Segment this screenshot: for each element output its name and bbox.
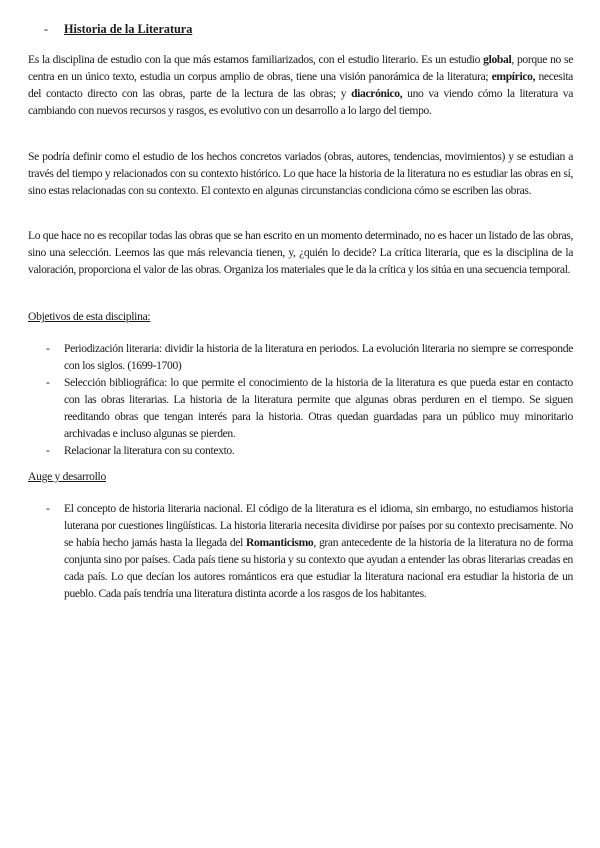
bullet-dash: - [46,502,50,515]
objetivos-heading: Objetivos de esta disciplina: [28,310,151,323]
list-item [28,500,573,602]
bold-term-empirico: empírico, [491,70,536,83]
intro-paragraph-1 [28,51,573,119]
list-item-text: Periodización literaria: dividir la historia de la literatura en periodos. La evolución literaria no siempre se corresponde con los siglos. (1699-1700) [64,342,573,372]
list-item-text: Selección bibliográfica: lo que permite el conocimiento de la historia de la literatura es que pueda estar en contacto con las obras literarias. La historia de la literatura permite que algunas obras perduren en el tiempo. Se siguen reeditando obras que tengan interés para la historia. Otras quedan guardadas para un público muy minoritario archivadas e incluso algunas se pierden. [64,376,573,440]
list-item-text: , gran antecedente de la historia de la literatura no de forma conjunta sino por países. Cada país tiene su historia y su contexto que ayudan a entender las obras literarias creadas en cada país. Lo que decían los autores románticos era que estudiar la literatura nacional era estudiar la historia de un pueblo. Cada país tendría una literatura distinta acorde a los rasgos de los habitantes. [64,536,573,600]
text-run: uno va viendo cómo la literatura va cambiando con nuevos recursos y rasgos, es evolutivo con un desarrollo a lo largo del tiempo. [28,87,573,117]
page-title: Historia de la Literatura [64,22,193,36]
text-run: Es la disciplina de estudio con la que más estamos familiarizados, con el estudio literario. Es un estudio [28,53,484,66]
text-run: necesita del contacto directo con las obras, parte de la lectura de las obras; y [28,70,573,100]
section-title [44,21,192,37]
auge-list [28,500,573,602]
bullet-dash: - [46,342,50,355]
text-run: , porque no se centra en un único texto, estudia un corpus amplio de obras, tiene una visión panorámica de la literatura; [28,53,574,83]
bold-term-diacronico: diacrónico, [351,87,403,100]
bullet-dash: - [46,444,50,457]
bold-term-romanticismo: Romanticismo [246,536,314,549]
list-item [28,374,573,442]
intro-paragraph-3: Lo que hace no es recopilar todas las obras que se han escrito en un momento determinado, no es hacer un listado de las obras, sino una selección. Leemos las que más relevancia tienen, y, ¿quién lo decide? La crítica literaria, que es la disciplina de la valoración, proporciona el valor de las obras. Organiza los materiales que le da la crítica y los sitúa en una secuencia temporal. [28,229,573,276]
auge-heading: Auge y desarrollo [28,470,106,483]
list-item-text: El concepto de historia literaria nacional. El código de la literatura es el idioma, sin embargo, no estudiamos historia luterana por cuestiones lingüísticas. La historia literaria necesita dividirse por países por su contexto precisamente. No se había hecho jamás hasta la llegada del [64,502,573,549]
list-item [28,442,573,459]
intro-paragraph-2: Se podría definir como el estudio de los hechos concretos variados (obras, autores, tendencias, movimientos) y se estudian a través del tiempo y relacionados con su contexto histórico. Lo que hace la historia de la literatura no es estudiar las obras en sí, sino estas relacionadas con su contexto. El contexto en algunas circunstancias condiciona cómo se escriben las obras. [28,150,573,197]
bullet-dash: - [44,22,49,36]
list-item [28,340,573,374]
bullet-dash: - [46,376,50,389]
bold-term-global: global [483,53,512,66]
list-item-text: Relacionar la literatura con su contexto. [64,444,235,457]
objetivos-list [28,340,573,459]
